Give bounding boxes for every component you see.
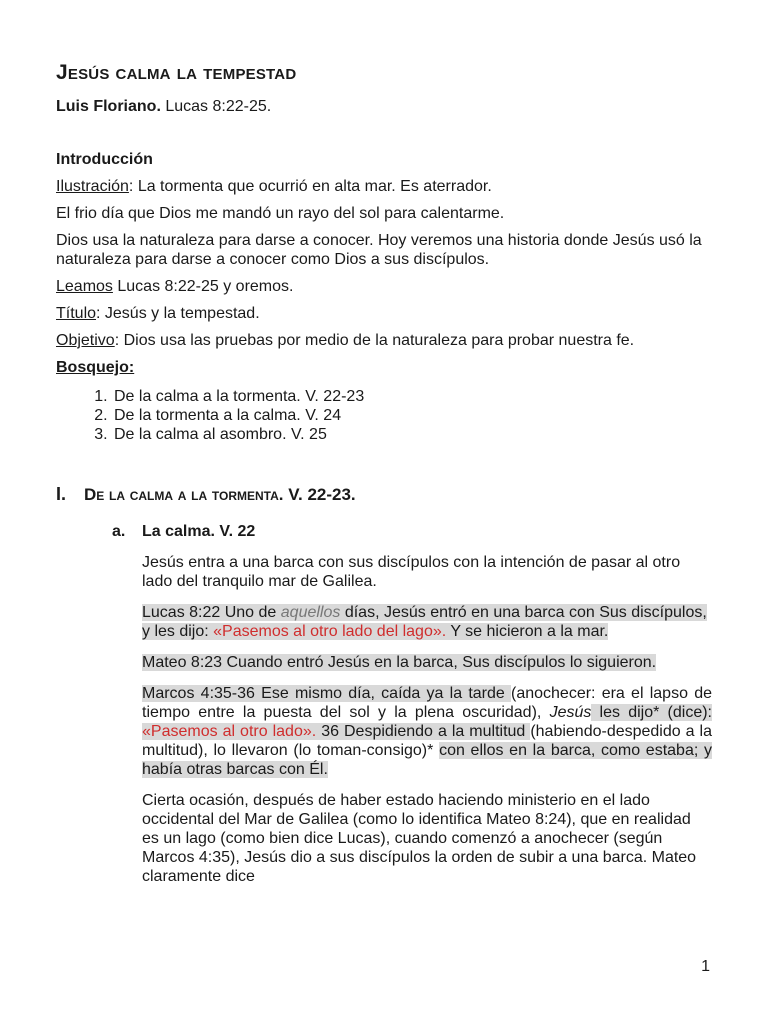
- illustration-label: Ilustración: [56, 178, 129, 195]
- subsection-letter: a.: [112, 523, 126, 540]
- mark-quote-italic: Jesús: [549, 704, 592, 721]
- intro-paragraph-2: El frio día que Dios me mandó un rayo del sol para calentarme.: [56, 205, 505, 222]
- read-text: Lucas 8:22-25 y oremos.: [112, 278, 294, 295]
- author-reference: Lucas 8:22-25.: [160, 98, 272, 115]
- illustration-text: : La tormenta que ocurrió en alta mar. Es aterrador.: [128, 178, 492, 195]
- mark-quote-red: «Pasemos al otro lado».: [142, 723, 317, 740]
- matthew-quote: [142, 653, 712, 672]
- title-text: : Jesús y la tempestad.: [96, 305, 260, 322]
- outline-item: 3. De la calma al asombro. V. 25: [112, 425, 712, 444]
- luke-quote-part: días, Jesús entró en una barca con Sus discípulos, y les dijo:: [142, 604, 707, 640]
- subsection-paragraph-1: Jesús entra a una barca con sus discípulos con la intención de pasar al otro lado del tranquilo mar de Galilea.: [142, 554, 681, 590]
- read-paragraph: [56, 277, 712, 296]
- illustration-paragraph: [56, 177, 712, 196]
- section-heading: [56, 484, 712, 505]
- mark-quote: [142, 684, 712, 779]
- author-line: [56, 96, 712, 118]
- document-page: [56, 58, 712, 886]
- matthew-quote-text: Mateo 8:23 Cuando entró Jesús en la barca, Sus discípulos lo siguieron.: [142, 654, 657, 671]
- luke-quote: [142, 603, 712, 641]
- title-paragraph: [56, 304, 712, 323]
- luke-quote-red: «Pasemos al otro lado del lago».: [213, 623, 447, 640]
- section-number: I.: [56, 484, 67, 504]
- document-title: Jesús calma la tempestad: [56, 61, 297, 84]
- read-label: Leamos: [56, 278, 113, 295]
- mark-quote-part: (habiendo-despedido a la multitud), lo llevaron (lo toman-consigo)*: [142, 723, 713, 759]
- outline-list: [56, 387, 712, 444]
- intro-paragraph-3: Dios usa la naturaleza para darse a conocer. Hoy veremos una historia donde Jesús usó la naturaleza para darse a conocer como Dios a sus discípulos.: [56, 232, 702, 268]
- outline-item: 2. De la tormenta a la calma. V. 24: [112, 406, 712, 425]
- mark-quote-part: con ellos en la barca, como estaba; y había otras barcas con Él.: [142, 742, 712, 778]
- luke-quote-italic: aquellos: [280, 604, 341, 621]
- luke-quote-part: Lucas 8:22 Uno de: [142, 604, 281, 621]
- section-reference: V. 22-23.: [288, 485, 356, 504]
- author-name: Luis Floriano.: [56, 98, 161, 115]
- title-label: Título: [56, 305, 97, 322]
- section-heading-text: [84, 485, 356, 505]
- page-number: 1: [701, 958, 710, 975]
- objective-text: : Dios usa las pruebas por medio de la naturaleza para probar nuestra fe.: [114, 332, 635, 349]
- subsection-heading: [112, 523, 712, 541]
- section-title: De la calma a la tormenta.: [84, 485, 289, 504]
- mark-quote-part: Marcos 4:35-36 Ese mismo día, caída ya la tarde: [142, 685, 511, 702]
- outline-item: 1. De la calma a la tormenta. V. 22-23: [112, 387, 712, 406]
- mark-quote-part: (anochecer: era el lapso de tiempo entre la puesta del sol y la plena oscuridad),: [142, 685, 712, 721]
- intro-heading: Introducción: [56, 151, 153, 168]
- mark-quote-part: 36 Despidiendo a la multitud: [316, 723, 531, 740]
- subsection-paragraph-final: Cierta ocasión, después de haber estado haciendo ministerio en el lado occidental del Mar de Galilea (como lo identifica Mateo 8:24), que en realidad es un lago (como bien dice Lucas), cuando comenzó a anochecer (según Marcos 4:35), Jesús dio a sus discípulos la orden de subir a una barca. Mateo claramente dice: [142, 792, 697, 885]
- objective-paragraph: [56, 331, 712, 350]
- subsection-title: La calma. V. 22: [142, 523, 256, 540]
- outline-heading: Bosquejo:: [56, 359, 135, 376]
- objective-label: Objetivo: [56, 332, 115, 349]
- mark-quote-part: les dijo* (dice):: [591, 704, 713, 721]
- luke-quote-part: Y se hicieron a la mar.: [446, 623, 609, 640]
